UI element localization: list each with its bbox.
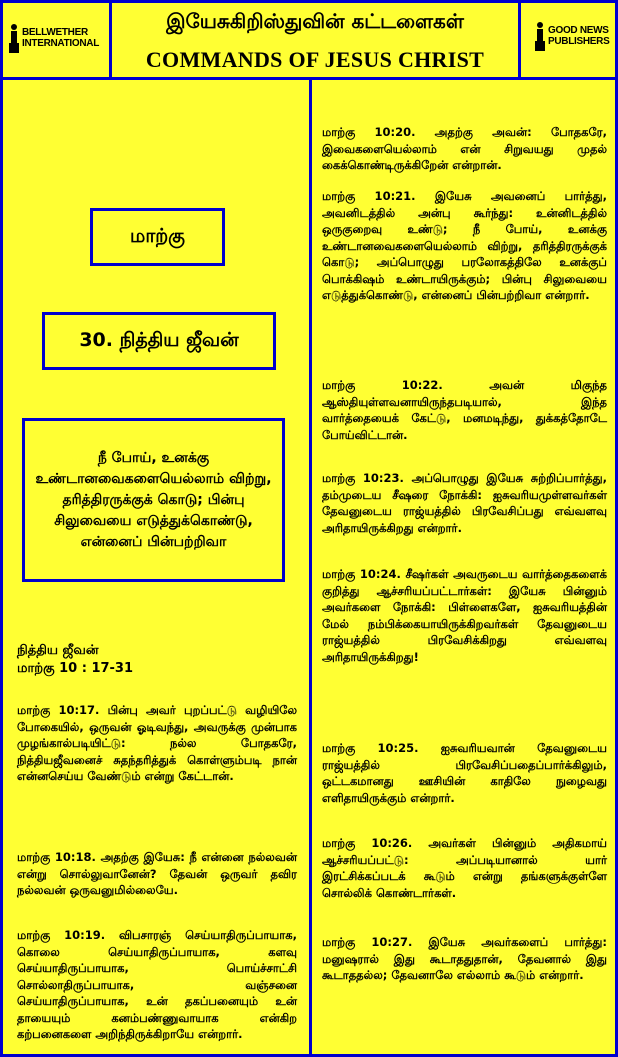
section-title: நித்திய ஜீவன் [17, 643, 99, 658]
verse-paragraph: மாற்கு 10:17. பின்பு அவர் புறப்பட்டு வழியிலே போகையில், ஒருவன் ஓடிவந்து, அவருக்கு முன்பாக முழங்கால்படியிட்டு: நல்ல போதகரே, நித்தியஜீவனைச் சுதந்தரித்துக் கொள்ளும்படி நான் என்னசெய்ய வேண்டும் என்று கேட்டான். [17, 703, 297, 783]
good-news-logo [535, 21, 609, 51]
section-reference: மாற்கு 10 : 17-31 [17, 661, 134, 676]
verse-paragraph: மாற்கு 10:22. அவன் மிகுந்த ஆஸ்தியுள்ளவனாயிருந்தபடியால், இந்த வார்த்தையைக் கேட்டு, மனமடிந்து, துக்கத்தோடே போய்விட்டான். [322, 378, 607, 442]
figure-icon [535, 21, 545, 51]
book-name: மாற்கு [130, 224, 185, 247]
left-column [0, 77, 312, 1057]
verse-paragraph: மாற்கு 10:25. ஐசுவரியவான் தேவனுடைய ராஜ்யத்தில் பிரவேசிப்பதைப்பார்க்கிலும், ஒட்டகமானது ஊசியின் காதிலே நுழைவது எளிதாயிருக்கும் என்றார். [322, 741, 607, 805]
bellwether-logo [9, 23, 99, 53]
key-quote: நீ போய், உனக்கு உண்டானவைகளையெல்லாம் விற்று, தரித்திரருக்குக் கொடு; பின்பு சிலுவையை எடுத்துக்கொண்டு, என்னைப் பின்பற்றிவா [35, 449, 272, 550]
chapter-title: 30. நித்திய ஜீவன் [79, 328, 239, 351]
verse-paragraph: மாற்கு 10:19. விபசாரஞ் செய்யாதிருப்பாயாக, கொலை செய்யாதிருப்பாயாக, களவு செய்யாதிருப்பாயாக, பொய்ச்சாட்சி சொல்லாதிருப்பாயாக, வஞ்சனை செய்யாதிருப்பாயாக, உன் தகப்பனையும் உன் தாயையும் கனம்பண்ணுவாயாக என்கிற கற்பனைகளை அறிந்திருக்கிறாயே என்றார். [17, 928, 297, 1041]
verse-paragraph: மாற்கு 10:24. சீஷர்கள் அவருடைய வார்த்தைகளைக் குறித்து ஆச்சரியப்பட்டார்கள்: இயேசு பின்னும் அவர்களை நோக்கி: பிள்ளைகளே, ஐசுவரியத்தின் மேல் நம்பிக்கையாயிருக்கிறவர்கள் தேவனுடைய ராஜ்யத்தில் பிரவேசிக்கிறது எவ்வளவு அரிதாயிருக்கிறது! [322, 567, 607, 664]
page-title-tamil: இயேசுகிறிஸ்துவின் கட்டளைகள் [166, 9, 464, 33]
section-heading [17, 642, 133, 678]
book-name-box [90, 208, 225, 266]
logo-right-line-1: GOOD NEWS [548, 25, 609, 36]
header-title-box [109, 0, 521, 80]
logo-left-line-2: INTERNATIONAL [22, 38, 100, 49]
key-quote-box [22, 418, 285, 582]
logo-left-line-1: BELLWETHER [22, 27, 88, 38]
verse-paragraph: மாற்கு 10:18. அதற்கு இயேசு: நீ என்னை நல்லவன் என்று சொல்லுவானேன்? தேவன் ஒருவர் தவிர நல்லவன் ஒருவனுமில்லையே. [17, 850, 297, 897]
figure-icon [9, 23, 19, 53]
logo-right-line-2: PUBLISHERS [548, 36, 610, 47]
verse-paragraph: மாற்கு 10:23. அப்பொழுது இயேசு சுற்றிப்பார்த்து, தம்முடைய சீஷரை நோக்கி: ஐசுவரியமுள்ளவர்கள் தேவனுடைய ராஜ்யத்தில் பிரவேசிப்பது எவ்வளவு அரிதாயிருக்கிறது என்றார். [322, 471, 607, 535]
chapter-title-box [42, 312, 276, 370]
verse-paragraph: மாற்கு 10:20. அதற்கு அவன்: போதகரே, இவைகளையெல்லாம் என் சிறுவயது முதல் கைக்கொண்டிருக்கிறேன் என்றான். [322, 125, 607, 172]
page-title-english: COMMANDS OF JESUS CHRIST [145, 47, 485, 72]
right-column [309, 77, 618, 1057]
verse-paragraph: மாற்கு 10:26. அவர்கள் பின்னும் அதிகமாய் ஆச்சரியப்பட்டு: அப்படியானால் யார் இரட்சிக்கப்படக் கூடும் என்று தங்களுக்குள்ளே சொல்லிக் கொண்டார்கள். [322, 836, 607, 900]
verse-paragraph: மாற்கு 10:21. இயேசு அவனைப் பார்த்து, அவனிடத்தில் அன்பு கூர்ந்து: உன்னிடத்தில் ஒருகுறைவு உண்டு; நீ போய், உனக்கு உண்டானவைகளையெல்லாம் விற்று, தரித்திரருக்குக் கொடு; அப்பொழுது பரலோகத்திலே உனக்குப் பொக்கிஷம் உண்டாயிருக்கும்; பின்பு சிலுவையை எடுத்துக்கொண்டு, என்னைப் பின்பற்றிவா என்றார். [322, 189, 607, 302]
header-logo-left-box [0, 0, 112, 80]
verse-paragraph: மாற்கு 10:27. இயேசு அவர்களைப் பார்த்து: மனுஷரால் இது கூடாததுதான், தேவனால் இது கூடாததல்ல; தேவனாலே எல்லாம் கூடும் என்றார். [322, 935, 607, 982]
header-logo-right-box [518, 0, 618, 80]
